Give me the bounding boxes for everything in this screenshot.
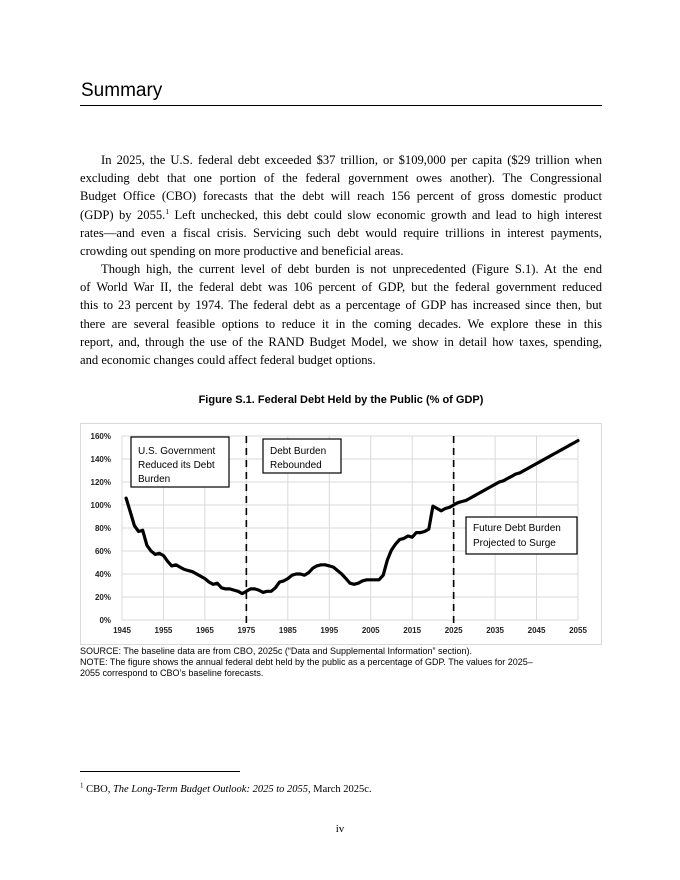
paragraph-line: of World War II, the federal debt was 106 percent of GDP, but the federal government reduced [80, 280, 602, 295]
footnote-prefix: CBO, [86, 784, 113, 795]
y-tick-label: 20% [94, 593, 111, 602]
figure-source: SOURCE: The baseline data are from CBO, 2025c (“Data and Supplemental Information” section). [80, 646, 473, 656]
paragraph-1 [80, 151, 602, 260]
footnote-reference[interactable]: 1 [165, 206, 170, 216]
paragraph-line: report, and, through the use of the RAND Budget Model, we show in detail how taxes, spending, [80, 334, 602, 349]
paragraph-line-with-footnote [80, 206, 602, 224]
annotation-box-reduced [131, 437, 229, 487]
x-tick-label: 2015 [403, 626, 422, 635]
figure-note-line: NOTE: The figure shows the annual federal debt held by the public as a percentage of GDP. The values for 2025– [80, 657, 533, 667]
x-tick-label: 1985 [278, 626, 297, 635]
paragraph-line: this to 23 percent by 1974. The federal debt as a percentage of GDP has increased since then, but [80, 298, 602, 313]
y-tick-label: 80% [94, 524, 111, 533]
paragraph-2 [80, 260, 602, 369]
x-tick-label: 2035 [486, 626, 504, 635]
annotation-box-projected [466, 517, 577, 554]
y-tick-label: 120% [90, 478, 111, 487]
footnote-suffix: , March 2025c. [308, 784, 372, 795]
figure-note-line: 2055 correspond to CBO’s baseline forecasts. [80, 668, 264, 678]
heading-rule [80, 105, 602, 106]
y-tick-label: 100% [90, 501, 111, 510]
y-tick-label: 140% [90, 455, 111, 464]
footnote [80, 781, 372, 795]
figure-title: Figure S.1. Federal Debt Held by the Public (% of GDP) [198, 394, 484, 406]
figure-notes [80, 646, 602, 679]
paragraph-text: Left unchecked, this debt could slow economic growth and lead to high interest [174, 207, 602, 222]
annotation-line: U.S. Government [138, 446, 216, 457]
paragraph-text: (GDP) by 2055. [80, 207, 166, 222]
paragraph-line: excluding debt that one portion of the federal government owes another). The Congressional [80, 171, 602, 186]
footnote-title: The Long-Term Budget Outlook: 2025 to 2055 [112, 784, 308, 795]
x-tick-label: 2005 [361, 626, 380, 635]
x-tick-label: 2055 [569, 626, 587, 635]
paragraph-line: crowding out spending on more productive and beneficial areas. [80, 244, 404, 259]
y-tick-label: 0% [99, 616, 111, 625]
annotation-line: Future Debt Burden [473, 523, 561, 534]
footnote-rule [80, 771, 240, 772]
page-number: iv [335, 823, 345, 835]
paragraph-line: rates—and even a fiscal crisis. Servicing such debt would require trillions in interest payments, [80, 225, 602, 240]
x-tick-label: 1995 [320, 626, 339, 635]
paragraph-line: there are several feasible options to reduce it in the coming decades. We explore these in this [80, 316, 602, 331]
x-tick-label: 1945 [113, 626, 131, 635]
annotation-line: Reduced its Debt [138, 460, 215, 471]
y-tick-label: 60% [94, 547, 111, 556]
section-heading: Summary [81, 80, 163, 101]
y-tick-label: 160% [90, 432, 111, 441]
annotation-line: Debt Burden [270, 446, 327, 457]
annotation-box-rebounded [263, 439, 341, 473]
annotation-line: Rebounded [270, 460, 322, 471]
x-tick-label: 1965 [196, 626, 214, 635]
x-tick-label: 1975 [237, 626, 256, 635]
y-tick-label: 40% [94, 570, 111, 579]
paragraph-line: Budget Office (CBO) forecasts that the debt will reach 156 percent of gross domestic product [80, 189, 602, 204]
footnote-number: 1 [80, 781, 84, 790]
paragraph-line: and economic changes could affect federal budget options. [80, 353, 376, 368]
x-tick-label: 1955 [154, 626, 173, 635]
paragraph-line: Though high, the current level of debt burden is not unprecedented (Figure S.1). At the end [101, 262, 602, 276]
x-tick-label: 2025 [444, 626, 463, 635]
debt-line-chart [80, 423, 602, 645]
annotation-line: Projected to Surge [473, 538, 556, 549]
x-tick-label: 2045 [527, 626, 546, 635]
annotation-line: Burden [138, 474, 171, 485]
paragraph-line: In 2025, the U.S. federal debt exceeded $37 trillion, or $109,000 per capita ($29 trillion when [101, 153, 602, 167]
